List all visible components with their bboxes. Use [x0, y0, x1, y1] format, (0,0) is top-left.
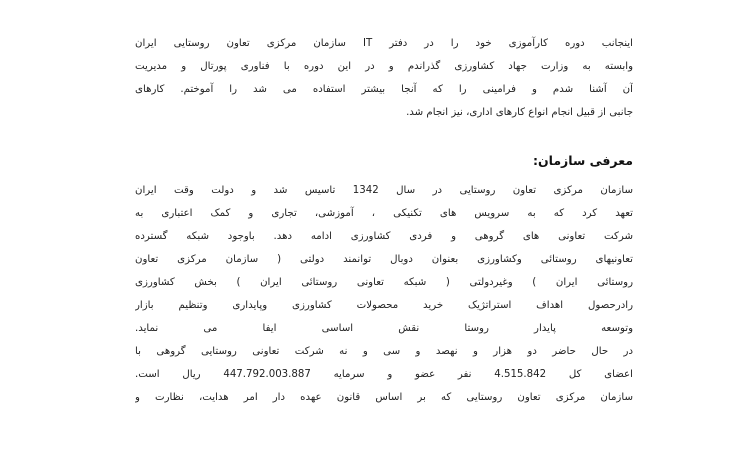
intro-line: اینجانب دوره کارآموزی خود را در دفتر IT سازمان مرکزی تعاون روستایی ایران	[135, 38, 633, 49]
body-line: وتوسعه پایدار روستا نقش اساسی ایفا می نماید.	[135, 323, 633, 334]
body-line: سازمان مرکزی تعاون روستایی در سال 1342 تاسیس شد و دولت وقت ایران	[135, 185, 633, 196]
intro-line: آن آشنا شدم و فرامینی را که آنجا بیشتر استفاده می شد را آموختم. کارهای	[135, 84, 633, 95]
body-line: تعاونیهای روستائی وکشاورزی بعنوان دوبال توانمند دولتی ( سازمان مرکزی تعاون	[135, 254, 633, 265]
body-line: سازمان مرکزی تعاون روستایی که بر اساس قانون عهده دار امر هدایت، نظارت و	[135, 392, 633, 403]
organization-paragraph	[135, 179, 633, 409]
body-line: در حال حاضر دو هزار و نهصد و سی و نه شرکت تعاونی روستایی گروهی با	[135, 346, 633, 357]
section-heading: معرفی سازمان:	[532, 153, 633, 168]
body-line: شرکت تعاونی های گروهی و فردی کشاورزی ادامه دهد. باوجود شبکه گسترده	[135, 231, 633, 242]
intro-line: وابسته به وزارت جهاد کشاورزی گذراندم و در این دوره با فناوری پورتال و مدیریت	[135, 61, 633, 72]
body-line: اعضای کل 4.515.842 نفر عضو و سرمایه 447.792.003.887 ریال است.	[135, 369, 633, 380]
body-line: رادرحصول اهداف استراتژیک خرید محصولات کشاورزی وپایداری وتنظیم بازار	[135, 300, 633, 311]
intro-paragraph	[135, 32, 633, 124]
intro-line: جانبی از قبیل انجام انواع کارهای اداری، نیز انجام شد.	[406, 107, 633, 118]
body-line: تعهد کرد که به سرویس های تکنیکی ، آموزشی، تجاری و کمک اعتباری به	[135, 208, 633, 219]
body-line: روستائی ایران ) وغیردولتی ( شبکه تعاونی روستائی ایران ) بخش کشاورزی	[135, 277, 633, 288]
